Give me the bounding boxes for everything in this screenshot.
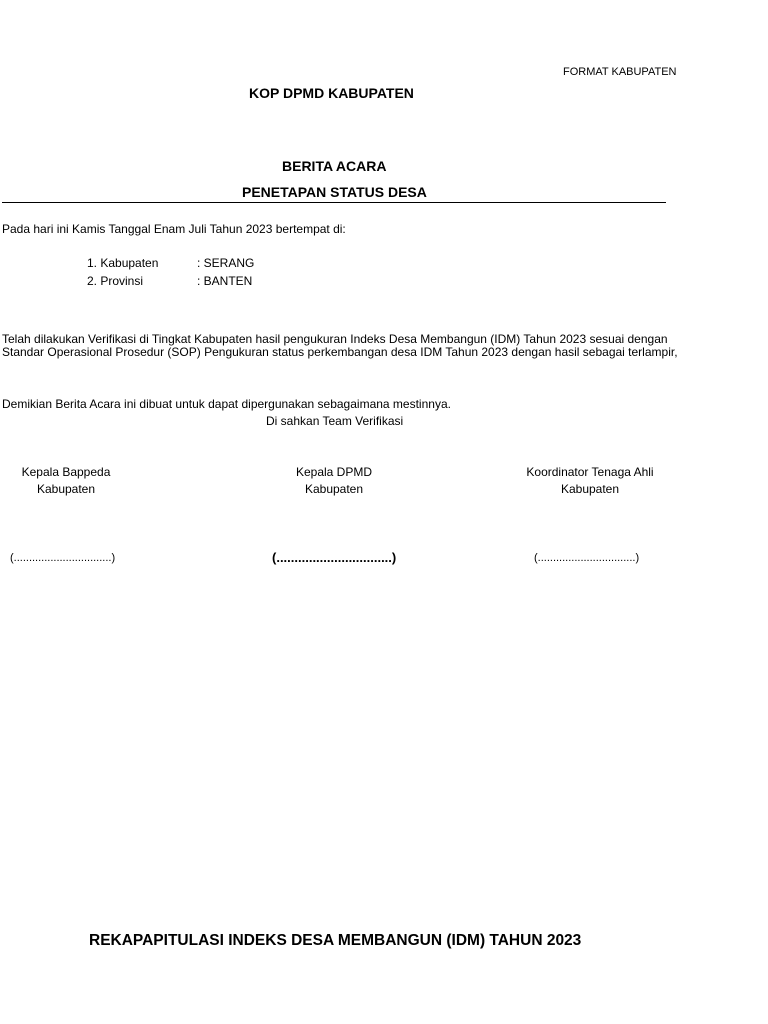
document-title: BERITA ACARA [282,158,387,174]
signatory-unit: Kabupaten [304,482,364,496]
intro-text: Pada hari ini Kamis Tanggal Enam Juli Tahun 2023 bertempat di: [2,222,346,236]
verification-line-1: Telah dilakukan Verifikasi di Tingkat Kabupaten hasil pengukuran Indeks Desa Membangun (IDM) Tahun 2023 sesuai dengan [2,332,668,346]
signatory-unit: Kabupaten [36,482,96,496]
signatory-koordinator [500,464,680,498]
signatory-role: Kepala Bappeda [21,465,111,479]
signature-line-dpmd: (................................) [272,550,397,565]
signature-line-koordinator: (................................) [534,552,640,564]
location-value-kabupaten: : SERANG [197,256,255,270]
signatory-role: Kepala DPMD [295,465,373,479]
signatory-dpmd [244,464,424,498]
location-value-provinsi: : BANTEN [197,274,253,288]
signatory-role: Koordinator Tenaga Ahli [526,465,654,479]
document-subtitle: PENETAPAN STATUS DESA [242,184,427,200]
location-label-kabupaten: 1. Kabupaten [87,256,159,270]
recap-title: REKAPAPITULASI INDEKS DESA MEMBANGUN (IDM) TAHUN 2023 [89,932,582,949]
signatory-unit: Kabupaten [560,482,620,496]
signature-line-bappeda: (................................) [10,552,116,564]
title-underline [2,202,666,203]
verification-line-2: Standar Operasional Prosedur (SOP) Pengukuran status perkembangan desa IDM Tahun 2023 dengan hasil sebagai terlampir, [2,345,678,359]
validated-by-text: Di sahkan Team Verifikasi [266,414,404,428]
format-label: FORMAT KABUPATEN [563,66,677,78]
signatory-bappeda [0,464,156,498]
closing-text: Demikian Berita Acara ini dibuat untuk dapat dipergunakan sebagaimana mestinnya. [2,397,451,411]
kop-heading: KOP DPMD KABUPATEN [249,85,414,101]
location-label-provinsi: 2. Provinsi [87,274,144,288]
